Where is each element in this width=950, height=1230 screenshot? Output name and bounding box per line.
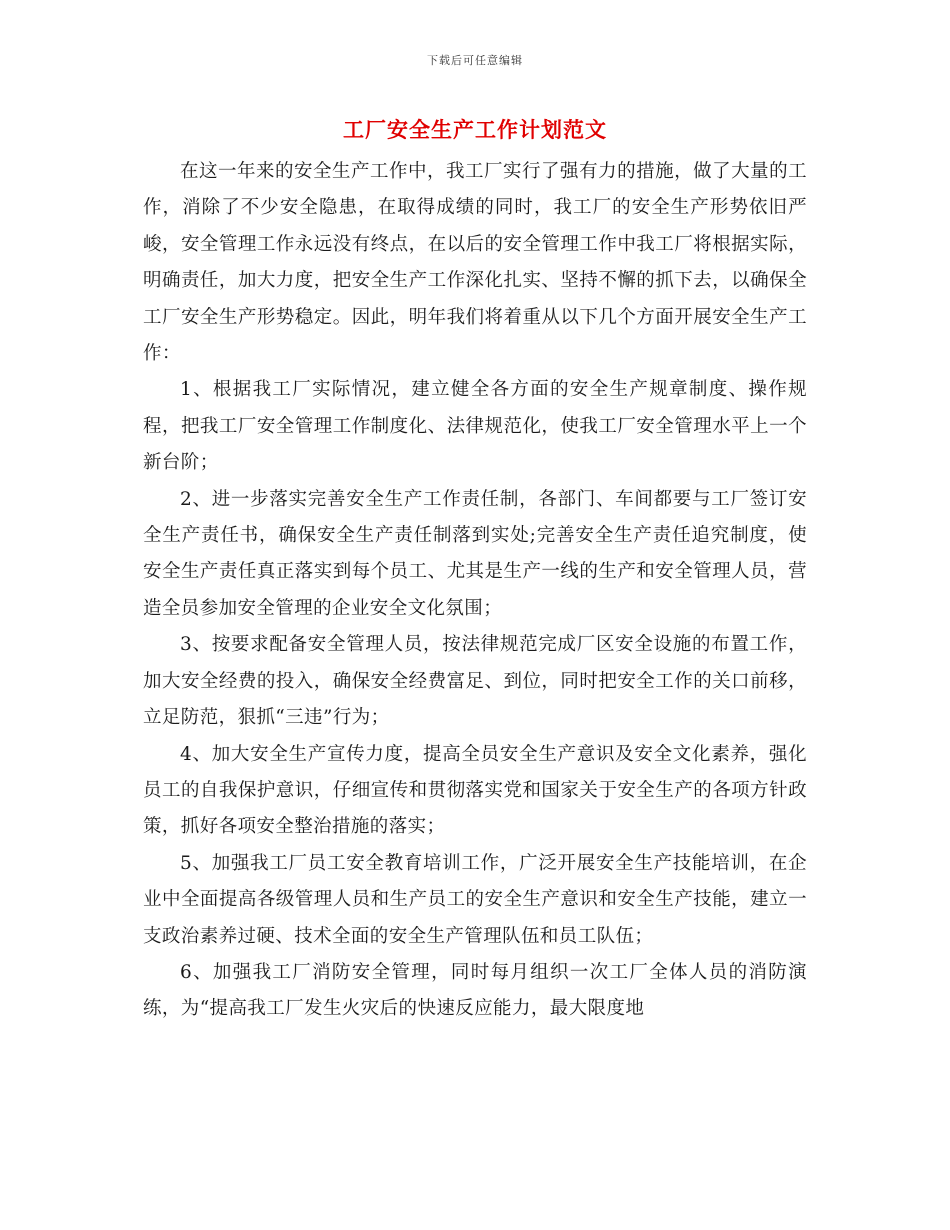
paragraph-item-2: 2、进一步落实完善安全生产工作责任制，各部门、车间都要与工厂签订安全生产责任书，确保安全生产责任制落到实处;完善安全生产责任追究制度，使安全生产责任真正落实到每个员工、尤其是生产一线的生产和安全管理人员，营造全员参加安全管理的企业安全文化氛围；: [143, 488, 807, 619]
paragraph-item-1: 1、根据我工厂实际情况，建立健全各方面的安全生产规章制度、操作规程，把我工厂安全管理工作制度化、法律规范化，使我工厂安全管理水平上一个新台阶；: [143, 379, 807, 474]
document-body: [143, 154, 807, 1028]
paragraph-item-4: 4、加大安全生产宣传力度，提高全员安全生产意识及安全文化素养，强化员工的自我保护意识，仔细宣传和贯彻落实党和国家关于安全生产的各项方针政策，抓好各项安全整治措施的落实；: [143, 743, 807, 838]
paragraph-item-3: 3、按要求配备安全管理人员，按法律规范完成厂区安全设施的布置工作，加大安全经费的投入，确保安全经费富足、到位，同时把安全工作的关口前移，立足防范，狠抓“三违”行为；: [143, 634, 807, 729]
paragraph-intro: 在这一年来的安全生产工作中，我工厂实行了强有力的措施，做了大量的工作，消除了不少安全隐患，在取得成绩的同时，我工厂的安全生产形势依旧严峻，安全管理工作永远没有终点，在以后的安全管理工作中我工厂将根据实际，明确责任，加大力度，把安全生产工作深化扎实、坚持不懈的抓下去，以确保全工厂安全生产形势稳定。因此，明年我们将着重从以下几个方面开展安全生产工作：: [143, 161, 807, 365]
paragraph-item-5: 5、加强我工厂员工安全教育培训工作，广泛开展安全生产技能培训，在企业中全面提高各级管理人员和生产员工的安全生产意识和安全生产技能，建立一支政治素养过硬、技术全面的安全生产管理队伍和员工队伍；: [143, 852, 807, 947]
paragraph-item-6: 6、加强我工厂消防安全管理，同时每月组织一次工厂全体人员的消防演练，为“提高我工厂发生火灾后的快速反应能力，最大限度地: [143, 961, 807, 1020]
header-note: 下载后可任意编辑: [427, 54, 523, 67]
document-title: 工厂安全生产工作计划范文: [343, 118, 607, 142]
